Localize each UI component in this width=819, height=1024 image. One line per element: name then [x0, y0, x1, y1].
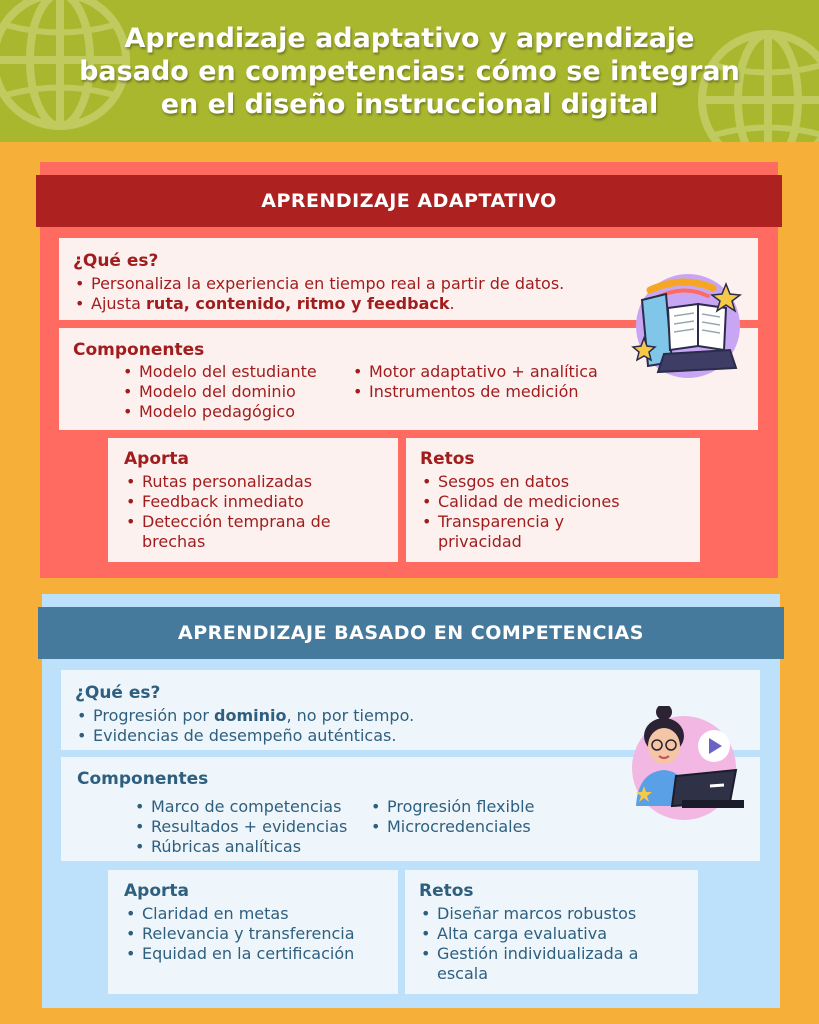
list-item: • Equidad en la certificación [124, 944, 374, 964]
que-es-heading: ¿Qué es? [75, 683, 161, 703]
text-segment: , no por tiempo. [286, 706, 415, 725]
componentes-col2 [369, 797, 569, 857]
list-item: • Motor adaptativo + analítica [351, 362, 631, 382]
competency-retos-card [405, 870, 698, 994]
list-item: • Modelo del estudiante [121, 362, 351, 382]
adaptive-section [40, 162, 778, 578]
competency-section [42, 594, 780, 1008]
list-item: • Alta carga evaluativa [419, 924, 649, 944]
list-item: • Modelo pedagógico [121, 402, 351, 422]
componentes-columns [133, 797, 569, 857]
list-item: • Rutas personalizadas [124, 472, 364, 492]
list-item: • Personaliza la experiencia en tiempo real a partir de datos. [73, 274, 744, 294]
list-item: • Evidencias de desempeño auténticas. [75, 726, 746, 746]
componentes-columns [121, 362, 631, 422]
list-item: • Microcredenciales [369, 817, 569, 837]
list-item: • Detección temprana de brechas [124, 512, 364, 552]
list-item: • Diseñar marcos robustos [419, 904, 649, 924]
list-item: • Sesgos en datos [420, 472, 620, 492]
aporta-list [124, 472, 364, 552]
highlight-text: dominio [214, 706, 287, 725]
list-item: • Instrumentos de medición [351, 382, 631, 402]
list-item: • Resultados + evidencias [133, 817, 369, 837]
list-item: • Calidad de mediciones [420, 492, 620, 512]
text-segment: Progresión por [93, 706, 215, 725]
laptop-book-stars-illustration [628, 270, 748, 380]
list-item: • Claridad en metas [124, 904, 374, 924]
list-item: • Transparencia y privacidad [420, 512, 620, 552]
competency-banner: APRENDIZAJE BASADO EN COMPETENCIAS [38, 607, 784, 659]
componentes-col2 [351, 362, 631, 422]
retos-heading: Retos [420, 449, 475, 469]
componentes-col1 [121, 362, 351, 422]
list-item: • Modelo del dominio [121, 382, 351, 402]
list-item: • Relevancia y transferencia [124, 924, 374, 944]
aporta-heading: Aporta [124, 449, 189, 469]
student-laptop-video-illustration [626, 706, 744, 822]
highlight-text: ruta, contenido, ritmo y feedback [146, 294, 450, 313]
adaptive-aporta-card [108, 438, 398, 562]
page-title [0, 22, 819, 121]
list-item: • Feedback inmediato [124, 492, 364, 512]
list-item: • Progresión flexible [369, 797, 569, 817]
title-line: basado en competencias: cómo se integran [79, 56, 740, 87]
header-band [0, 0, 819, 142]
componentes-col1 [133, 797, 369, 857]
retos-list [419, 904, 649, 984]
list-item: • Rúbricas analíticas [133, 837, 369, 857]
aporta-heading: Aporta [124, 881, 189, 901]
componentes-heading: Componentes [73, 340, 205, 360]
competency-aporta-card [108, 870, 398, 994]
retos-list [420, 472, 620, 552]
title-line: en el diseño instruccional digital [160, 89, 659, 120]
componentes-heading: Componentes [77, 769, 209, 789]
title-line: Aprendizaje adaptativo y aprendizaje [124, 23, 695, 54]
que-es-heading: ¿Qué es? [73, 251, 159, 271]
aporta-list [124, 904, 374, 964]
list-item: • Gestión individualizada a escala [419, 944, 649, 984]
text-segment: . [449, 294, 455, 313]
list-item: • Marco de competencias [133, 797, 369, 817]
text-segment: Ajusta [91, 294, 147, 313]
adaptive-retos-card [406, 438, 700, 562]
retos-heading: Retos [419, 881, 474, 901]
adaptive-banner: APRENDIZAJE ADAPTATIVO [36, 175, 782, 227]
